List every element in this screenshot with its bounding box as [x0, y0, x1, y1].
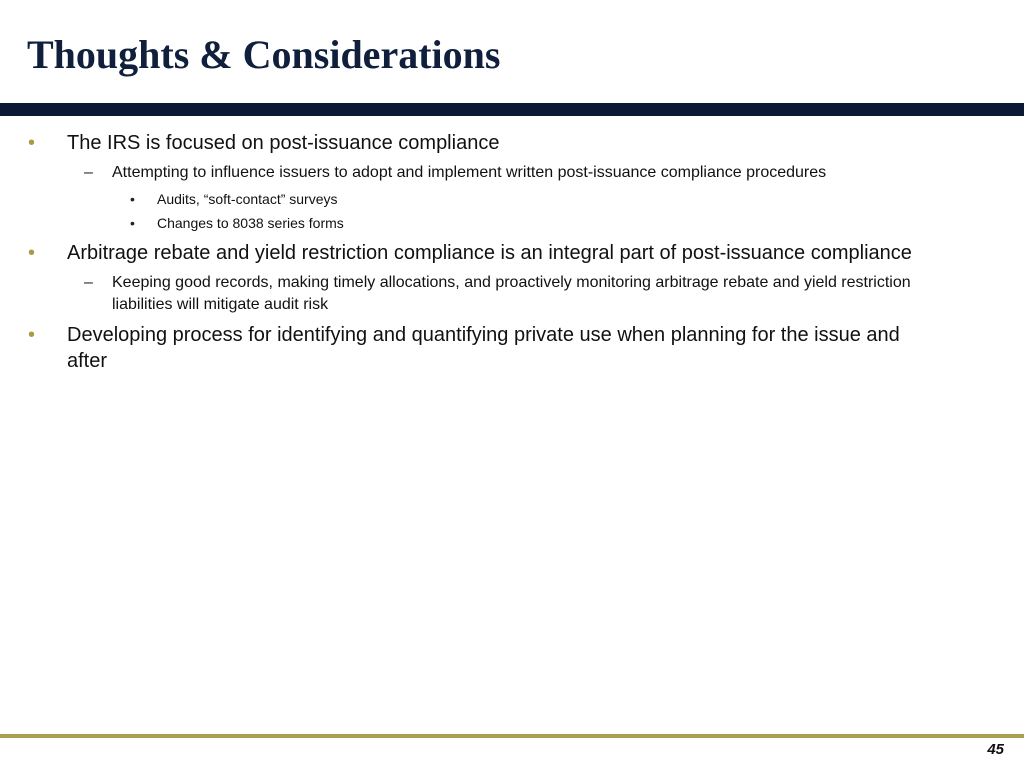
slide-content [0, 130, 1024, 380]
sub-sub-bullet-list [112, 188, 932, 234]
bullet-item [0, 130, 927, 234]
small-bullet-marker: • [130, 191, 135, 207]
bullet-text: Arbitrage rebate and yield restriction compliance is an integral part of post-issuance compliance [67, 242, 912, 264]
title-divider-bar [0, 103, 1024, 116]
sub-sub-bullet-text: Changes to 8038 series forms [157, 215, 344, 231]
sub-sub-bullet-item [112, 212, 932, 234]
dash-marker: – [84, 164, 93, 181]
bullet-list [0, 130, 1024, 374]
bullet-marker: • [28, 242, 36, 264]
sub-bullet-list [67, 272, 927, 316]
bullet-item [0, 322, 927, 374]
sub-sub-bullet-text: Audits, “soft-contact” surveys [157, 191, 338, 207]
sub-bullet-list [67, 162, 927, 234]
sub-bullet-item [67, 272, 932, 316]
footer-divider-line [0, 734, 1024, 738]
sub-bullet-text: Keeping good records, making timely allocations, and proactively monitoring arbitrage rebate and yield restriction liabilities will mitigate audit risk [112, 274, 911, 313]
bullet-text: The IRS is focused on post-issuance compliance [67, 132, 500, 154]
page-number: 45 [987, 741, 1004, 758]
small-bullet-marker: • [130, 215, 135, 231]
bullet-item [0, 240, 927, 316]
bullet-text: Developing process for identifying and quantifying private use when planning for the issue and after [67, 324, 900, 372]
bullet-marker: • [28, 324, 36, 346]
sub-bullet-item [67, 162, 932, 234]
sub-sub-bullet-item [112, 188, 932, 210]
dash-marker: – [84, 274, 93, 291]
sub-bullet-text: Attempting to influence issuers to adopt and implement written post-issuance compliance procedures [112, 164, 827, 181]
slide-title: Thoughts & Considerations [27, 32, 501, 77]
bullet-marker: • [28, 132, 36, 154]
